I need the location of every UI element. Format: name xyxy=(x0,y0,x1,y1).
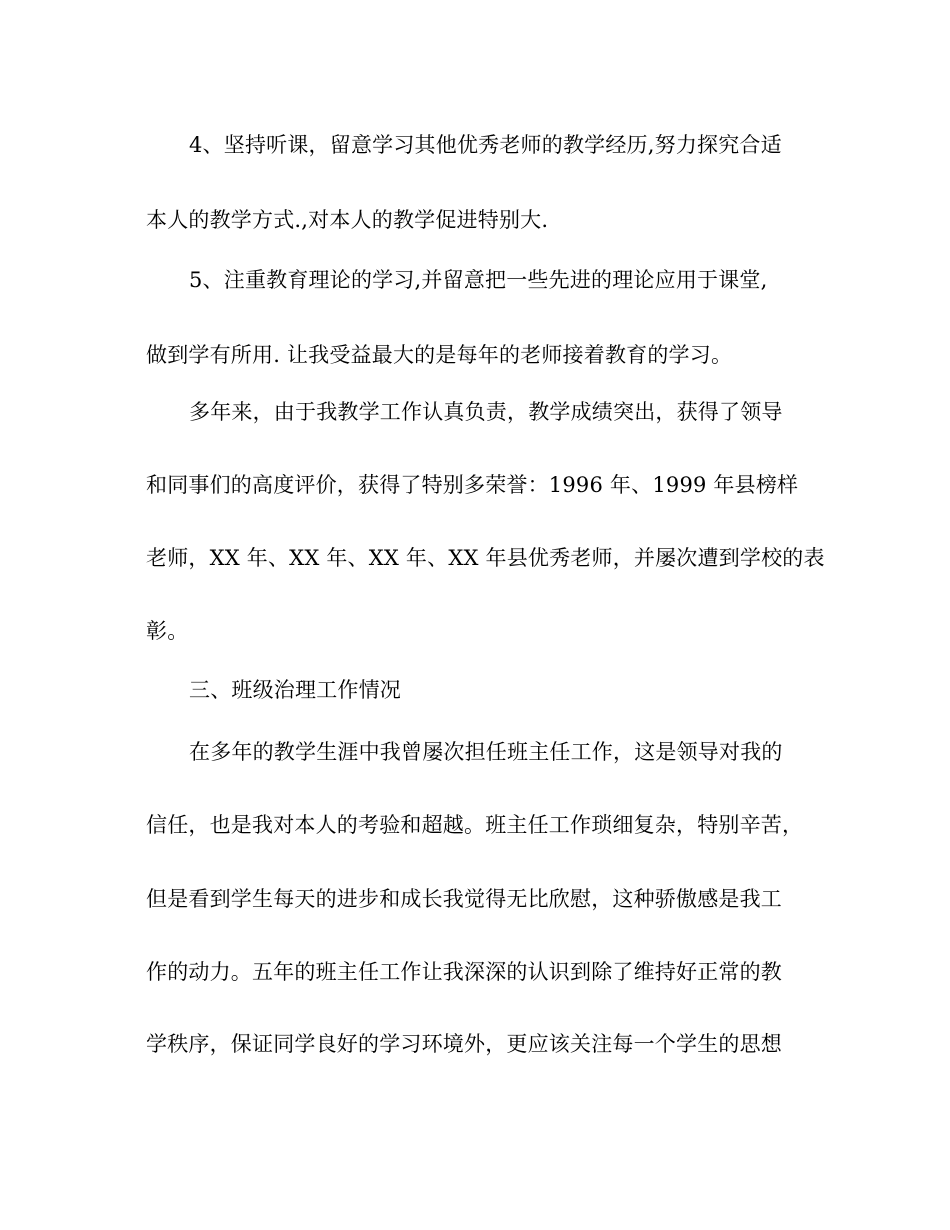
paragraph-line: 在多年的教学生涯中我曾屡次担任班主任工作，这是领导对我的 xyxy=(189,740,783,764)
paragraph-line: 彰。 xyxy=(146,619,189,643)
paragraph-line: 但是看到学生每天的进步和成长我觉得无比欣慰，这种骄傲感是我工 xyxy=(146,887,782,911)
paragraph-line: 多年来，由于我教学工作认真负责，教学成绩突出，获得了领导 xyxy=(189,400,783,424)
section-heading: 三、班级治理工作情况 xyxy=(189,678,401,702)
paragraph-line: 5、注重教育理论的学习,并留意把一些先进的理论应用于课堂, xyxy=(189,268,768,292)
paragraph-line: 老师，XX 年、XX 年、XX 年、XX 年县优秀老师，并屡次遭到学校的表 xyxy=(146,546,825,570)
paragraph-line: 本人的教学方式.,对本人的教学促进特别大. xyxy=(146,208,549,232)
paragraph-line: 和同事们的高度评价，获得了特别多荣誉：1996 年、1999 年县榜样 xyxy=(146,473,799,497)
paragraph-line: 4、坚持听课，留意学习其他优秀老师的教学经历,努力探究合适 xyxy=(189,133,782,157)
paragraph-line: 信任，也是我对本人的考验和超越。班主任工作琐细复杂，特别辛苦， xyxy=(146,813,804,837)
paragraph-line: 做到学有所用. 让我受益最大的是每年的老师接着教育的学习。 xyxy=(146,343,733,367)
paragraph-line: 作的动力。五年的班主任工作让我深深的认识到除了维持好正常的教 xyxy=(146,960,782,984)
paragraph-line: 学秩序，保证同学良好的学习环境外，更应该关注每一个学生的思想 xyxy=(146,1032,782,1056)
